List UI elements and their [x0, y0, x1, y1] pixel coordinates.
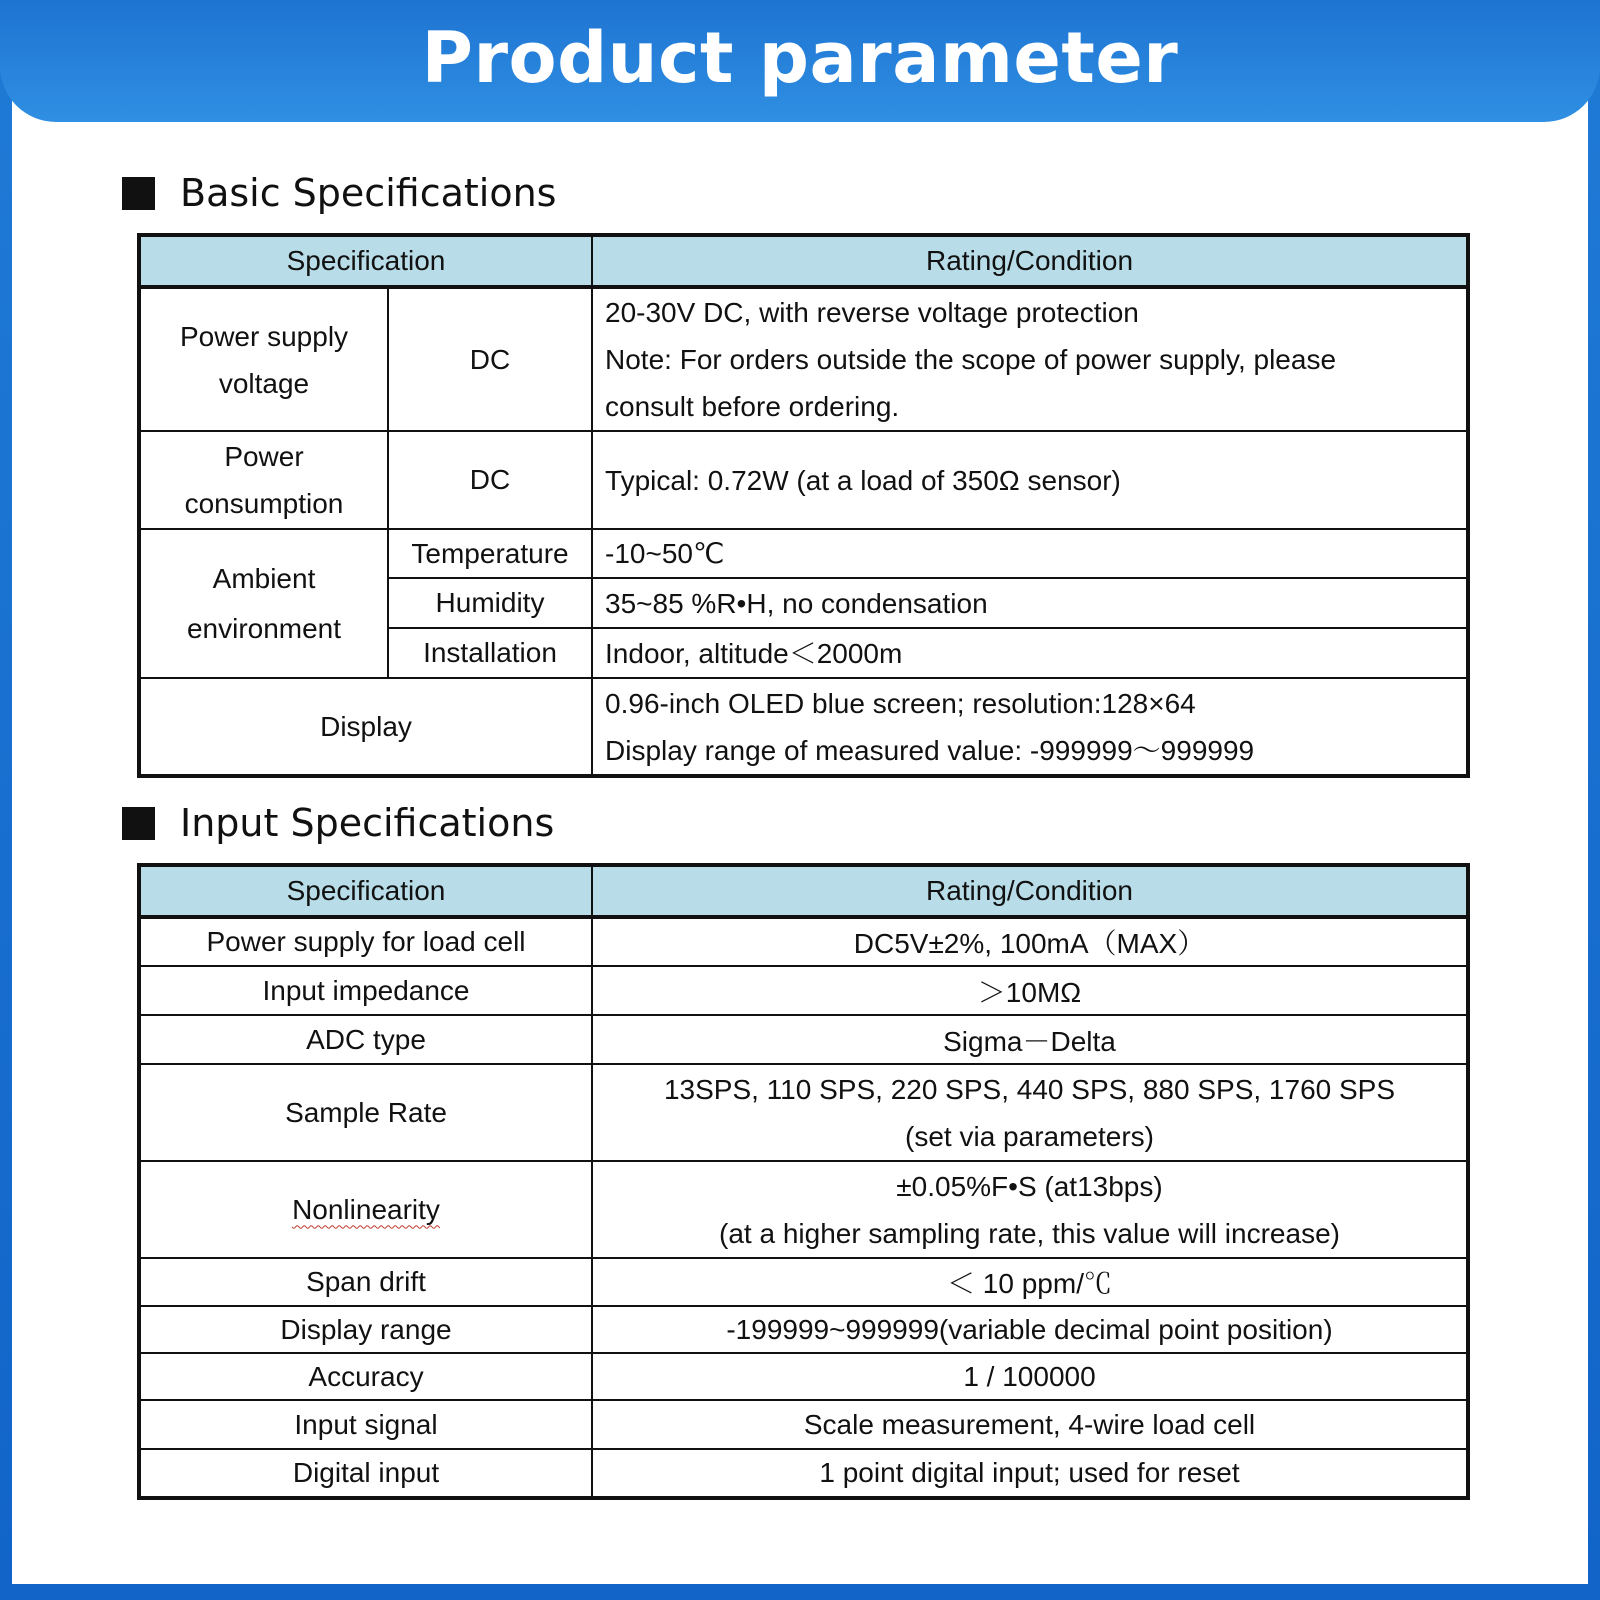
value-line: 0.96-inch OLED blue screen; resolution:128×64	[605, 687, 1196, 719]
power-consumption-label	[139, 431, 388, 529]
label-line: voltage	[218, 367, 310, 399]
row-spec: Accuracy	[139, 1353, 592, 1400]
row-spec	[139, 1161, 592, 1258]
title-banner	[0, 0, 1600, 122]
header-spec: Specification	[139, 865, 592, 917]
row-value	[592, 1161, 1468, 1258]
input-section-heading	[122, 795, 554, 851]
table-row	[139, 529, 1468, 578]
header-rating: Rating/Condition	[592, 235, 1468, 287]
row-value	[592, 1064, 1468, 1161]
value-line: Display range of measured value: -999999～999999	[605, 734, 1255, 766]
row-value: ＜ 10 ppm/℃	[592, 1258, 1468, 1306]
row-value: Sigma－Delta	[592, 1015, 1468, 1064]
row-value: 1 / 100000	[592, 1353, 1468, 1400]
label-line: environment	[186, 612, 342, 644]
humidity-sub: Humidity	[388, 578, 592, 628]
display-label: Display	[139, 678, 592, 776]
row-spec: Power supply for load cell	[139, 917, 592, 966]
table-row	[139, 678, 1468, 776]
temperature-value: -10~50℃	[592, 529, 1468, 578]
row-spec: ADC type	[139, 1015, 592, 1064]
value-line: 13SPS, 110 SPS, 220 SPS, 440 SPS, 880 SPS, 1760 SPS	[663, 1073, 1396, 1105]
label-line: Ambient	[212, 562, 316, 594]
power-supply-sub: DC	[388, 287, 592, 431]
table-row	[139, 966, 1468, 1015]
nonlinearity-label: Nonlinearity	[292, 1193, 440, 1225]
row-spec: Display range	[139, 1306, 592, 1353]
row-value: ＞10MΩ	[592, 966, 1468, 1015]
basic-section-title: Basic Specifications	[180, 171, 557, 215]
ambient-label	[139, 529, 388, 678]
table-row	[139, 431, 1468, 529]
row-value: DC5V±2%, 100mA（MAX）	[592, 917, 1468, 966]
row-value: 1 point digital input; used for reset	[592, 1449, 1468, 1498]
installation-value: Indoor, altitude＜2000m	[592, 628, 1468, 678]
square-bullet-icon	[122, 177, 155, 210]
table-row	[139, 917, 1468, 966]
label-line: Power supply	[179, 320, 349, 352]
value-line: ±0.05%F•S (at13bps)	[896, 1170, 1163, 1202]
header-rating: Rating/Condition	[592, 865, 1468, 917]
row-spec: Sample Rate	[139, 1064, 592, 1161]
basic-spec-table	[137, 233, 1470, 778]
label-line: consumption	[184, 488, 344, 519]
table-row	[139, 1449, 1468, 1498]
banner-title: Product parameter	[421, 17, 1179, 99]
table-row	[139, 1064, 1468, 1161]
table-row	[139, 1258, 1468, 1306]
table-row	[139, 1161, 1468, 1258]
power-consumption-value: Typical: 0.72W (at a load of 350Ω sensor)	[592, 431, 1468, 529]
table-row	[139, 1306, 1468, 1353]
value-line: Note: For orders outside the scope of power supply, please	[605, 344, 1337, 375]
row-value: -199999~999999(variable decimal point position)	[592, 1306, 1468, 1353]
display-value	[592, 678, 1468, 776]
row-spec: Input impedance	[139, 966, 592, 1015]
row-spec: Digital input	[139, 1449, 592, 1498]
row-spec: Input signal	[139, 1400, 592, 1449]
table-header-row	[139, 235, 1468, 287]
power-supply-label	[139, 287, 388, 431]
basic-section-heading	[122, 165, 556, 221]
humidity-value: 35~85 %R•H, no condensation	[592, 578, 1468, 628]
table-row	[139, 1015, 1468, 1064]
input-section-title: Input Specifications	[180, 801, 555, 845]
table-row	[139, 1353, 1468, 1400]
power-consumption-sub: DC	[388, 431, 592, 529]
input-spec-table	[137, 863, 1470, 1500]
value-line: 20-30V DC, with reverse voltage protection	[605, 297, 1139, 328]
label-line: Power	[224, 441, 304, 472]
header-spec: Specification	[139, 235, 592, 287]
row-value: Scale measurement, 4-wire load cell	[592, 1400, 1468, 1449]
power-supply-value	[592, 287, 1468, 431]
value-line: (at a higher sampling rate, this value will increase)	[719, 1217, 1340, 1249]
square-bullet-icon	[122, 807, 155, 840]
table-row	[139, 1400, 1468, 1449]
table-header-row	[139, 865, 1468, 917]
installation-sub: Installation	[388, 628, 592, 678]
row-spec: Span drift	[139, 1258, 592, 1306]
table-row	[139, 287, 1468, 431]
value-line: consult before ordering.	[605, 391, 900, 422]
value-line: (set via parameters)	[905, 1120, 1154, 1152]
temperature-sub: Temperature	[388, 529, 592, 578]
